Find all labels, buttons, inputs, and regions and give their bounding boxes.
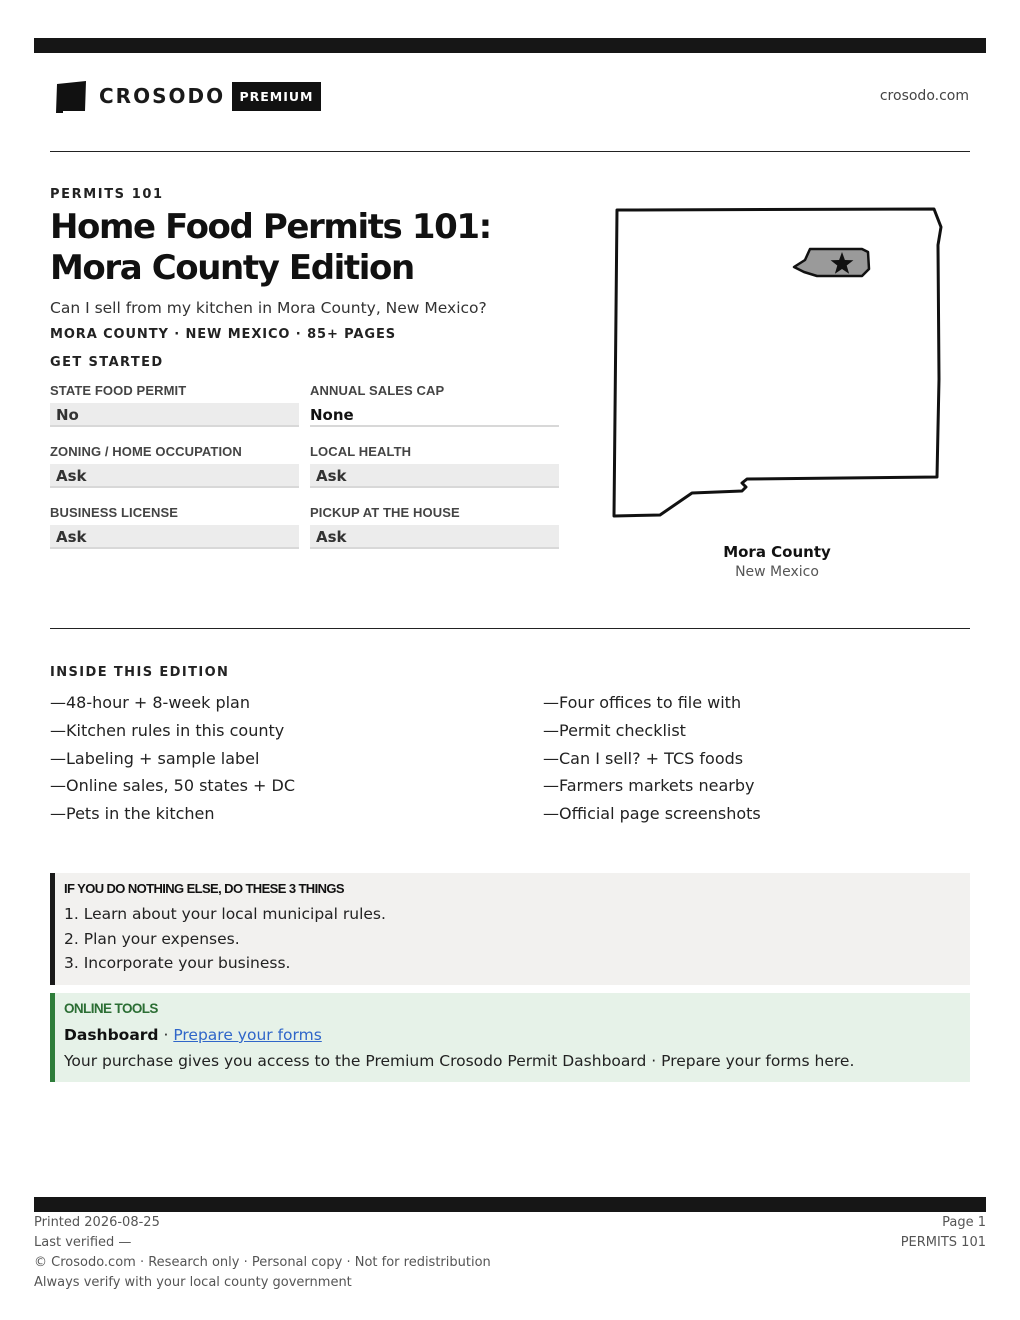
list-item: —Can I sell? + TCS foods — [543, 748, 744, 768]
list-item: —Official page screenshots — [543, 804, 761, 824]
printed-date: Printed 2026-08-25 — [34, 1215, 160, 1230]
field-label: ZONING / HOME OCCUPATION — [50, 444, 242, 459]
field-value: Ask — [310, 525, 559, 549]
section-divider — [50, 628, 970, 629]
list-item: —48-hour + 8-week plan — [50, 693, 250, 712]
state-outline — [614, 209, 941, 516]
copyright: © Crosodo.com · Research only · Personal copy · Not for redistribution — [34, 1255, 491, 1270]
header-divider — [50, 151, 970, 152]
field-value: None — [310, 403, 559, 427]
state-map — [612, 207, 944, 521]
callout-heading: IF YOU DO NOTHING ELSE, DO THESE 3 THINGS — [64, 881, 344, 896]
inside-heading: INSIDE THIS EDITION — [50, 665, 230, 680]
field-value: Ask — [310, 464, 559, 488]
prepare-forms-link[interactable]: Prepare your forms — [173, 1026, 322, 1044]
list-item: —Farmers markets nearby — [543, 776, 755, 796]
edition-meta: MORA COUNTY · NEW MEXICO · 85+ PAGES — [50, 327, 396, 342]
footer-left — [34, 1213, 491, 1293]
list-item: —Online sales, 50 states + DC — [50, 776, 296, 796]
field-label: PICKUP AT THE HOUSE — [310, 505, 460, 520]
dashboard-label: Dashboard — [64, 1026, 159, 1044]
list-item: 1. Learn about your local municipal rules. — [64, 905, 386, 923]
last-verified: Last verified — — [34, 1235, 132, 1250]
new-mexico-shape-icon — [54, 80, 88, 114]
map-state-label: New Mexico — [735, 564, 819, 580]
list-item: 2. Plan your expenses. — [64, 929, 240, 948]
pickup-field — [310, 503, 559, 564]
brand-name: CROSODO — [99, 84, 226, 108]
state-food-permit-field — [50, 381, 299, 442]
field-label: BUSINESS LICENSE — [50, 505, 179, 520]
field-value: Ask — [50, 464, 299, 488]
zoning-field — [50, 442, 299, 503]
page-number: Page 1 — [942, 1215, 986, 1230]
field-label: LOCAL HEALTH — [310, 444, 412, 459]
contents-list-left — [50, 689, 295, 828]
field-label: STATE FOOD PERMIT — [50, 383, 187, 398]
get-started-heading: GET STARTED — [50, 355, 164, 370]
priority-callout — [50, 873, 970, 985]
section-eyebrow: PERMITS 101 — [50, 187, 164, 202]
page-subtitle: Can I sell from my kitchen in Mora County, New Mexico? — [50, 299, 487, 317]
page-title: Home Food Permits 101: Mora County Edition — [50, 207, 491, 288]
separator: · — [158, 1026, 174, 1044]
top-bar — [34, 38, 986, 53]
priority-list — [64, 902, 386, 976]
footer-section: PERMITS 101 — [900, 1235, 986, 1250]
online-tools-box — [50, 993, 970, 1082]
dashboard-line — [64, 1026, 322, 1044]
field-label: ANNUAL SALES CAP — [310, 383, 445, 398]
tools-heading: ONLINE TOOLS — [64, 1001, 158, 1016]
map-county-label: Mora County — [723, 543, 831, 561]
list-item: —Permit checklist — [543, 720, 686, 740]
verify-note: Always verify with your local county government — [34, 1275, 352, 1290]
permit-summary-grid — [50, 381, 559, 564]
site-url: crosodo.com — [879, 88, 969, 104]
local-health-field — [310, 442, 559, 503]
list-item: —Pets in the kitchen — [50, 804, 215, 824]
annual-sales-cap-field — [310, 381, 559, 442]
list-item: —Labeling + sample label — [50, 748, 260, 768]
list-item: —Four offices to file with — [543, 693, 742, 712]
premium-badge: PREMIUM — [232, 82, 321, 111]
business-license-field — [50, 503, 299, 564]
field-value: No — [50, 403, 299, 427]
tools-description: Your purchase gives you access to the Premium Crosodo Permit Dashboard · Prepare your forms here. — [64, 1052, 855, 1070]
contents-list-right — [543, 689, 761, 828]
list-item: —Kitchen rules in this county — [50, 720, 285, 740]
field-value: Ask — [50, 525, 299, 549]
footer-right — [901, 1213, 986, 1253]
footer-bar — [34, 1197, 986, 1212]
list-item: 3. Incorporate your business. — [64, 954, 291, 972]
